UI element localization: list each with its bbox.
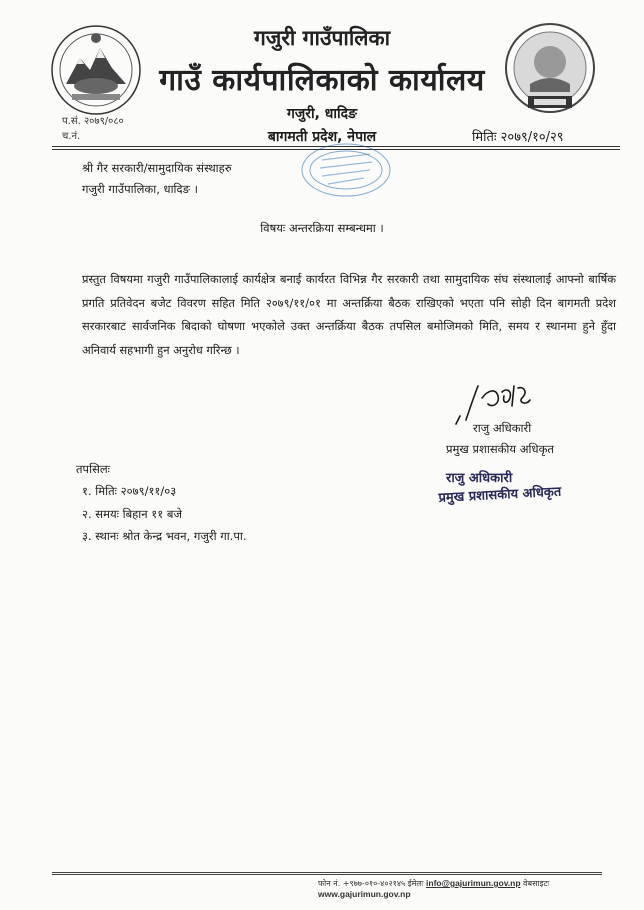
footer-phone: फोन नं. +९७७-०१०-४०२१४५ <box>318 879 406 888</box>
footer-divider-bottom <box>52 874 602 875</box>
recipient-line2: गजुरी गाउँपालिका, धादिङ । <box>82 182 198 196</box>
letter-subject: विषयः अन्तरक्रिया सम्बन्धमा । <box>260 221 384 235</box>
municipality-name: गजुरी गाउँपालिका <box>253 26 391 50</box>
office-address-line1: गजुरी, धादिङ <box>286 106 358 122</box>
schedule-item-venue: ३. स्थानः श्रोत केन्द्र भवन, गजुरी गा.पा. <box>82 529 247 543</box>
dispatch-number: च.नं. <box>62 131 81 142</box>
letter-body: प्रस्तुत विषयमा गजुरी गाउँपालिकालाई कार्यक्षेत्र बनाई कार्यरत विभिन्न गैर सरकारी तथा सामुदायिक संघ संस्थालाई आफ्नो बार्षिक प्रगति प्रतिवेदन बजेट विवरण सहित मिति २०७९/११/०१ मा अन्तर्क्रिया बैठक राखिएको भएता पनि सोही दिन बागमती प्रदेश सरकारबाट सार्वजनिक बिदाको घोषणा भएकोले उक्त अन्तर्क्रिया बैठक तपसिल बमोजिमको मिति, समय र स्थानमा हुने हुँदा अनिवार्य सहभागी हुन अनुरोध गरिन्छ । <box>82 272 616 357</box>
schedule-item-time: २. समयः बिहान ११ बजे <box>82 507 182 521</box>
footer-email-label: ईमेलः <box>407 879 424 888</box>
recipient-line1: श्री गैर सरकारी/सामुदायिक संस्थाहरु <box>82 161 232 175</box>
footer-website-label: वेबसाइटः <box>523 879 550 888</box>
header-divider-top <box>52 146 620 147</box>
signatory-name: राजु अधिकारी <box>473 421 532 435</box>
footer-website-link[interactable]: www.gajurimun.gov.np <box>318 889 411 899</box>
office-address-line2: बागमती प्रदेश, नेपाल <box>267 129 377 145</box>
schedule-heading: तपसिलः <box>76 462 110 476</box>
letter-date: मितिः २०७९/१०/२९ <box>472 130 564 145</box>
name-stamp: राजु अधिकारी <box>446 471 513 486</box>
title-stamp: प्रमुख प्रशासकीय अधिकृत <box>438 484 562 506</box>
header-divider-bottom <box>52 149 620 150</box>
footer-contact <box>318 878 644 899</box>
footer-email-link[interactable]: info@gajurimun.gov.np <box>426 878 521 888</box>
footer-divider-top <box>52 872 602 873</box>
office-name: गाउँ कार्यपालिकाको कार्यालय <box>159 63 485 98</box>
schedule-item-date: १. मितिः २०७९/११/०३ <box>82 484 177 498</box>
letter-reference-number: प.सं. २०७९/०८० <box>62 116 124 127</box>
signatory-title: प्रमुख प्रशासकीय अधिकृत <box>446 442 554 456</box>
